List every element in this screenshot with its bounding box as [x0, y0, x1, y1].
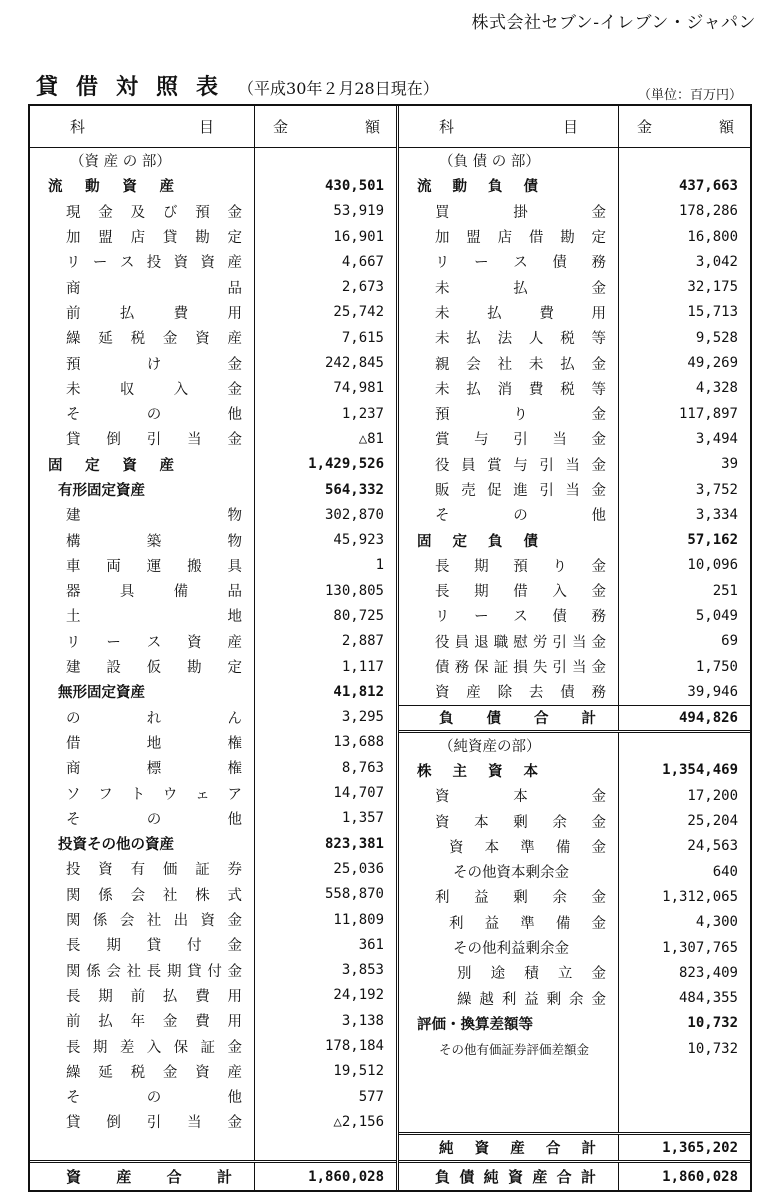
account-amount: 14,707 — [333, 785, 384, 802]
header-amount-1: 金 — [637, 118, 653, 136]
account-row — [30, 654, 396, 679]
account-label: そ の 他 — [30, 401, 255, 426]
account-row — [399, 553, 750, 578]
account-amount: 24,563 — [687, 838, 738, 855]
account-amount: 2,887 — [341, 633, 384, 650]
account-row — [30, 325, 396, 350]
account-amount: 1 — [375, 557, 384, 574]
account-row — [399, 1011, 750, 1036]
section-heading — [399, 148, 750, 173]
account-label: 貸 倒 引 当 金 — [30, 426, 255, 451]
account-amount: 32,175 — [687, 279, 738, 296]
net-assets-total-amount: 1,365,202 — [662, 1139, 738, 1156]
header-amount-2: 額 — [718, 118, 734, 136]
column-filler — [30, 1135, 255, 1160]
account-row — [399, 578, 750, 603]
account-label: 利 益 準 備 金 — [399, 910, 619, 935]
account-label: 繰 延 税 金 資 産 — [30, 1059, 255, 1084]
account-amount: 484,355 — [678, 990, 738, 1007]
header-item-2: 目 — [198, 118, 214, 136]
account-amount: 13,688 — [333, 734, 384, 751]
account-row — [399, 986, 750, 1011]
account-amount: 577 — [358, 1088, 384, 1105]
account-row — [399, 859, 750, 884]
account-row — [30, 730, 396, 755]
assets-total-amount: 1,860,028 — [308, 1168, 384, 1185]
account-row — [399, 679, 750, 704]
account-row — [399, 654, 750, 679]
account-amount: 16,800 — [687, 228, 738, 245]
account-label: 役 員 退 職 慰 労 引 当 金 — [399, 629, 619, 654]
liabilities-column — [399, 106, 750, 1190]
account-amount: 3,042 — [695, 253, 738, 270]
account-amount: 4,667 — [341, 253, 384, 270]
account-row — [399, 935, 750, 960]
account-amount: 17,200 — [687, 787, 738, 804]
account-row — [399, 199, 750, 224]
account-label: 車 両 運 搬 具 — [30, 553, 255, 578]
account-amount: 39,946 — [687, 683, 738, 700]
account-row — [30, 705, 396, 730]
account-amount: 10,096 — [687, 557, 738, 574]
account-label: 買 掛 金 — [399, 199, 619, 224]
account-label: その他利益剰余金 — [399, 935, 619, 960]
account-label: 建 設 仮 勘 定 — [30, 654, 255, 679]
account-label: （資 産 の 部） — [30, 148, 255, 173]
account-amount: 1,307,765 — [662, 939, 738, 956]
account-row — [399, 477, 750, 502]
account-label: 別 途 積 立 金 — [399, 960, 619, 985]
account-label: 固 定 負 債 — [399, 527, 619, 552]
account-row — [30, 780, 396, 805]
account-label: 建 物 — [30, 502, 255, 527]
account-amount: 2,673 — [341, 279, 384, 296]
account-row — [399, 249, 750, 274]
account-amount: 39 — [721, 456, 738, 473]
account-amount: 1,237 — [341, 405, 384, 422]
account-label: 未 払 費 用 — [399, 300, 619, 325]
account-amount: 10,732 — [687, 1040, 738, 1057]
account-label: 未 払 消 費 税 等 — [399, 376, 619, 401]
account-amount: △81 — [358, 430, 384, 447]
account-label: 現 金 及 び 預 金 — [30, 199, 255, 224]
account-row — [399, 274, 750, 299]
account-row — [30, 629, 396, 654]
account-row — [30, 1084, 396, 1109]
account-label: その他有価証券評価差額金 — [399, 1036, 619, 1061]
header-amount-2: 額 — [364, 118, 380, 136]
account-row — [30, 856, 396, 881]
account-amount: 57,162 — [687, 532, 738, 549]
account-amount: 4,300 — [695, 914, 738, 931]
account-row — [399, 960, 750, 985]
account-label: の れ ん — [30, 705, 255, 730]
page-subtitle: （平成30年２月28日現在） — [238, 79, 439, 98]
account-amount: 1,750 — [695, 658, 738, 675]
account-amount: 9,528 — [695, 329, 738, 346]
account-row — [30, 882, 396, 907]
header-amount-1: 金 — [273, 118, 289, 136]
account-row — [30, 527, 396, 552]
account-row — [30, 1059, 396, 1084]
net-assets-total-label: 純 資 産 合 計 — [399, 1135, 619, 1160]
liabilities-net-assets-total-amount: 1,860,028 — [662, 1168, 738, 1185]
account-amount: 8,763 — [341, 759, 384, 776]
account-amount: 80,725 — [333, 607, 384, 624]
account-row — [399, 1036, 750, 1061]
page-title: 貸借対照表 — [36, 74, 237, 100]
account-amount: 178,286 — [678, 203, 738, 220]
net-assets-total-row — [399, 1132, 750, 1160]
account-row — [30, 679, 396, 704]
section-heading — [399, 733, 750, 758]
account-label: 流 動 資 産 — [30, 173, 255, 198]
account-label: 流 動 負 債 — [399, 173, 619, 198]
account-amount: 25,036 — [333, 860, 384, 877]
account-label: 加 盟 店 借 勘 定 — [399, 224, 619, 249]
account-row — [399, 910, 750, 935]
account-label: 商 品 — [30, 274, 255, 299]
account-amount: 1,429,526 — [308, 456, 384, 473]
account-amount: 16,901 — [333, 228, 384, 245]
account-amount: 4,328 — [695, 380, 738, 397]
account-amount: 1,312,065 — [662, 888, 738, 905]
account-amount: 178,184 — [324, 1038, 384, 1055]
column-header — [399, 106, 750, 148]
account-label: 商 標 権 — [30, 755, 255, 780]
account-amount: 24,192 — [333, 987, 384, 1004]
account-amount: 41,812 — [333, 683, 384, 700]
liabilities-net-assets-total-row — [399, 1160, 750, 1190]
account-amount: 53,919 — [333, 203, 384, 220]
account-row — [399, 173, 750, 198]
column-filler — [399, 1061, 619, 1132]
account-label: 関 係 会 社 出 資 金 — [30, 907, 255, 932]
account-row — [399, 502, 750, 527]
account-label: リ ー ス 投 資 資 産 — [30, 249, 255, 274]
account-row — [399, 527, 750, 552]
account-amount: 251 — [712, 582, 738, 599]
account-label: 有形固定資産 — [30, 477, 255, 502]
account-amount: 3,334 — [695, 506, 738, 523]
account-row — [30, 907, 396, 932]
account-row — [30, 199, 396, 224]
account-amount: 11,809 — [333, 911, 384, 928]
account-row — [30, 1008, 396, 1033]
liabilities-rows — [399, 148, 750, 1061]
liabilities-net-assets-total-label: 負 債 純 資 産 合 計 — [399, 1163, 619, 1190]
account-label: 関 係 会 社 株 式 — [30, 882, 255, 907]
account-row — [30, 755, 396, 780]
account-row — [30, 477, 396, 502]
account-row — [30, 224, 396, 249]
account-label: 固 定 資 産 — [30, 452, 255, 477]
account-label: （負 債 の 部） — [399, 148, 619, 173]
account-amount: 5,049 — [695, 607, 738, 624]
account-row — [399, 224, 750, 249]
account-label: 負 債 合 計 — [399, 706, 619, 730]
account-label: 未 収 入 金 — [30, 376, 255, 401]
account-label: 資 本 準 備 金 — [399, 834, 619, 859]
account-row — [30, 376, 396, 401]
account-label: リ ー ス 資 産 — [30, 629, 255, 654]
assets-rows — [30, 148, 396, 1135]
account-amount: 823,409 — [678, 964, 738, 981]
account-amount: △2,156 — [333, 1113, 384, 1130]
account-label: 長 期 前 払 費 用 — [30, 983, 255, 1008]
account-label: 貸 倒 引 当 金 — [30, 1109, 255, 1134]
account-amount: 25,204 — [687, 813, 738, 830]
account-amount: 302,870 — [324, 506, 384, 523]
account-label: 前 払 費 用 — [30, 300, 255, 325]
section-heading — [30, 148, 396, 173]
assets-column — [30, 106, 399, 1190]
account-row — [30, 1033, 396, 1058]
account-label: 未 払 金 — [399, 274, 619, 299]
account-label: 株 主 資 本 — [399, 758, 619, 783]
account-label: 長 期 貸 付 金 — [30, 932, 255, 957]
header-item-2: 目 — [562, 118, 578, 136]
account-label: 賞 与 引 当 金 — [399, 426, 619, 451]
account-label: 販 売 促 進 引 当 金 — [399, 477, 619, 502]
account-amount: 117,897 — [678, 405, 738, 422]
account-row — [30, 806, 396, 831]
account-row — [399, 884, 750, 909]
account-row — [30, 983, 396, 1008]
account-row — [399, 452, 750, 477]
account-label: 利 益 剰 余 金 — [399, 884, 619, 909]
account-label: 繰 延 税 金 資 産 — [30, 325, 255, 350]
account-label: 器 具 備 品 — [30, 578, 255, 603]
account-row — [30, 249, 396, 274]
account-amount: 1,117 — [341, 658, 384, 675]
account-row — [30, 958, 396, 983]
account-row — [399, 758, 750, 783]
account-row — [30, 831, 396, 856]
account-amount: 25,742 — [333, 304, 384, 321]
account-amount: 361 — [358, 936, 384, 953]
account-row — [30, 932, 396, 957]
account-label: 関 係 会 社 長 期 貸 付 金 — [30, 958, 255, 983]
account-amount: 74,981 — [333, 380, 384, 397]
account-row — [30, 502, 396, 527]
account-label: その他資本剰余金 — [399, 859, 619, 884]
account-row — [30, 350, 396, 375]
account-amount: 3,752 — [695, 481, 738, 498]
unit-label: （単位：百万円） — [637, 88, 742, 103]
account-row — [399, 783, 750, 808]
account-label: そ の 他 — [30, 806, 255, 831]
account-row — [30, 426, 396, 451]
account-label: リ ー ス 債 務 — [399, 249, 619, 274]
account-amount: 69 — [721, 633, 738, 650]
account-amount: 7,615 — [341, 329, 384, 346]
account-amount: 49,269 — [687, 355, 738, 372]
account-label: 資 産 除 去 債 務 — [399, 679, 619, 704]
account-row — [399, 325, 750, 350]
account-amount: 437,663 — [678, 177, 738, 194]
account-amount: 3,494 — [695, 430, 738, 447]
account-amount: 15,713 — [687, 304, 738, 321]
account-row — [30, 300, 396, 325]
account-label: 債 務 保 証 損 失 引 当 金 — [399, 654, 619, 679]
account-label: 投資その他の資産 — [30, 831, 255, 856]
account-label: 長 期 預 り 金 — [399, 553, 619, 578]
account-amount: 494,826 — [678, 709, 738, 726]
account-label: 役 員 賞 与 引 当 金 — [399, 452, 619, 477]
account-amount: 430,501 — [324, 177, 384, 194]
title-row — [36, 70, 439, 100]
account-amount: 1,357 — [341, 810, 384, 827]
account-label: リ ー ス 債 務 — [399, 603, 619, 628]
balance-sheet-table — [28, 104, 752, 1192]
account-label: 無形固定資産 — [30, 679, 255, 704]
account-label: 預 り 金 — [399, 401, 619, 426]
account-amount: 558,870 — [324, 886, 384, 903]
header-item-1: 科 — [70, 118, 86, 136]
account-row — [30, 553, 396, 578]
account-label: 資 本 金 — [399, 783, 619, 808]
account-label: 前 払 年 金 費 用 — [30, 1008, 255, 1033]
account-label: 構 築 物 — [30, 527, 255, 552]
account-amount: 130,805 — [324, 582, 384, 599]
account-amount: 3,138 — [341, 1012, 384, 1029]
account-amount: 3,295 — [341, 709, 384, 726]
account-label: そ の 他 — [30, 1084, 255, 1109]
account-label: 投 資 有 価 証 券 — [30, 856, 255, 881]
header-item-1: 科 — [439, 118, 455, 136]
account-label: 借 地 権 — [30, 730, 255, 755]
account-row — [30, 603, 396, 628]
account-row — [399, 376, 750, 401]
account-row — [30, 401, 396, 426]
account-amount: 640 — [712, 863, 738, 880]
account-amount: 1,354,469 — [662, 762, 738, 779]
account-row — [399, 426, 750, 451]
account-row — [399, 401, 750, 426]
subtotal-row — [399, 705, 750, 733]
account-row — [30, 1109, 396, 1134]
account-label: 長 期 借 入 金 — [399, 578, 619, 603]
assets-total-row — [30, 1160, 396, 1190]
assets-total-label: 資 産 合 計 — [30, 1163, 255, 1190]
account-row — [30, 452, 396, 477]
account-amount: 3,853 — [341, 962, 384, 979]
account-label: （純資産の部） — [399, 733, 619, 758]
account-label: 評価・換算差額等 — [399, 1011, 619, 1036]
account-row — [399, 300, 750, 325]
account-amount: 45,923 — [333, 532, 384, 549]
account-label: 加 盟 店 貸 勘 定 — [30, 224, 255, 249]
account-label: ソ フ ト ウ ェ ア — [30, 780, 255, 805]
account-label: そ の 他 — [399, 502, 619, 527]
account-row — [399, 629, 750, 654]
account-row — [399, 603, 750, 628]
account-label: 親 会 社 未 払 金 — [399, 350, 619, 375]
account-label: 資 本 剰 余 金 — [399, 808, 619, 833]
account-row — [30, 173, 396, 198]
account-row — [399, 808, 750, 833]
account-amount: 823,381 — [324, 835, 384, 852]
account-row — [399, 350, 750, 375]
account-amount: 564,332 — [324, 481, 384, 498]
account-row — [30, 274, 396, 299]
account-label: 土 地 — [30, 603, 255, 628]
column-header — [30, 106, 396, 148]
account-amount: 10,732 — [687, 1015, 738, 1032]
account-row — [30, 578, 396, 603]
account-label: 未 払 法 人 税 等 — [399, 325, 619, 350]
account-label: 繰 越 利 益 剰 余 金 — [399, 986, 619, 1011]
account-amount: 242,845 — [324, 355, 384, 372]
account-row — [399, 834, 750, 859]
account-label: 長 期 差 入 保 証 金 — [30, 1033, 255, 1058]
account-amount: 19,512 — [333, 1063, 384, 1080]
company-name: 株式会社セブン‐イレブン・ジャパン — [471, 13, 756, 33]
account-label: 預 け 金 — [30, 350, 255, 375]
